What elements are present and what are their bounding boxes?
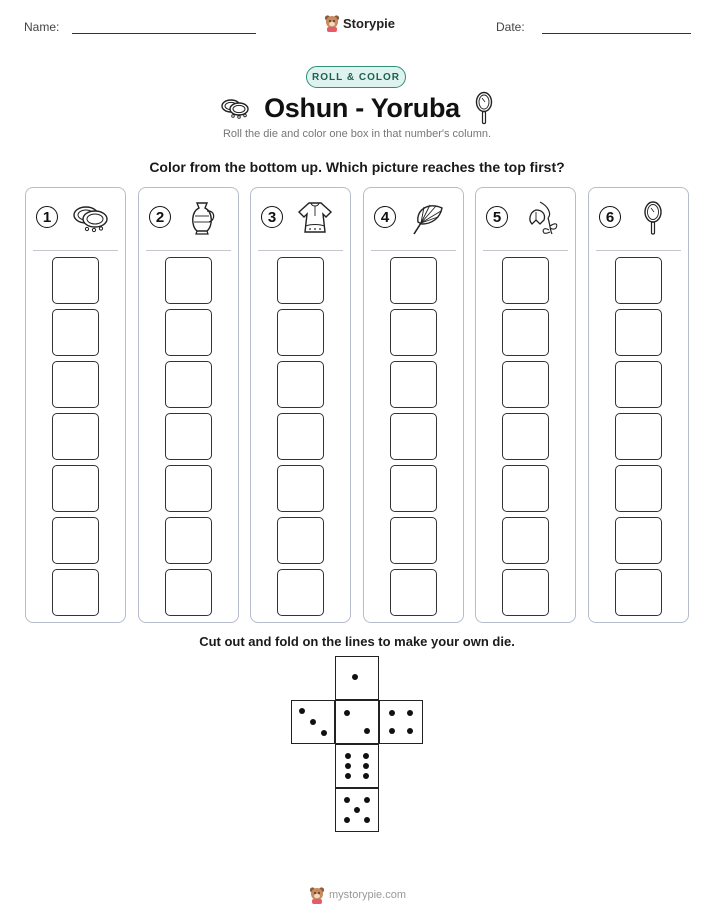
color-box[interactable] — [390, 413, 437, 460]
dress-icon — [295, 200, 335, 236]
color-box[interactable] — [165, 257, 212, 304]
footer-url: mystorypie.com — [329, 889, 407, 901]
pip — [389, 710, 395, 716]
die-face-4[interactable] — [379, 700, 423, 744]
pip — [345, 773, 351, 779]
column-number: 3 — [261, 206, 283, 228]
column-divider — [33, 250, 118, 251]
bear-mascot-icon — [324, 14, 340, 32]
column-number: 5 — [486, 206, 508, 228]
column-header — [589, 200, 688, 240]
footer[interactable] — [309, 884, 406, 906]
color-box[interactable] — [615, 465, 662, 512]
hand-mirror-icon — [474, 91, 494, 125]
column-number: 1 — [36, 206, 58, 228]
hand-fan-icon — [408, 200, 448, 236]
column-number: 2 — [149, 206, 171, 228]
pip — [363, 773, 369, 779]
pip — [407, 710, 413, 716]
column-5 — [475, 187, 576, 623]
flower-icon — [520, 200, 560, 236]
title-row — [0, 90, 714, 126]
pip — [389, 728, 395, 734]
column-header — [139, 200, 238, 240]
pip — [407, 728, 413, 734]
color-box[interactable] — [502, 413, 549, 460]
pip — [364, 728, 370, 734]
color-box[interactable] — [52, 569, 99, 616]
column-header — [251, 200, 350, 240]
die-face-1[interactable] — [335, 656, 379, 700]
column-6 — [588, 187, 689, 623]
color-box[interactable] — [502, 361, 549, 408]
color-box[interactable] — [277, 361, 324, 408]
color-box[interactable] — [277, 413, 324, 460]
pip — [321, 730, 327, 736]
color-box[interactable] — [277, 309, 324, 356]
name-line[interactable] — [72, 33, 256, 34]
pip — [345, 753, 351, 759]
subtitle: Roll the die and color one box in that number's column. — [222, 128, 492, 140]
pip — [344, 710, 350, 716]
color-box[interactable] — [277, 257, 324, 304]
column-number: 6 — [599, 206, 621, 228]
color-box[interactable] — [52, 361, 99, 408]
brand-logo[interactable] — [324, 12, 395, 34]
page-title: Oshun - Yoruba — [264, 92, 460, 123]
pip — [310, 719, 316, 725]
column-4 — [363, 187, 464, 623]
color-box[interactable] — [502, 465, 549, 512]
color-box[interactable] — [52, 517, 99, 564]
color-box[interactable] — [52, 413, 99, 460]
color-box[interactable] — [390, 361, 437, 408]
water-jug-icon — [183, 200, 223, 236]
column-divider — [371, 250, 456, 251]
pip — [363, 753, 369, 759]
pip — [354, 807, 360, 813]
column-1 — [25, 187, 126, 623]
roll-color-badge: ROLL & COLOR — [306, 66, 406, 88]
column-divider — [146, 250, 231, 251]
color-box[interactable] — [390, 257, 437, 304]
pip — [299, 708, 305, 714]
color-box[interactable] — [52, 257, 99, 304]
color-box[interactable] — [615, 569, 662, 616]
color-box[interactable] — [165, 309, 212, 356]
bear-mascot-icon — [309, 886, 325, 904]
color-box[interactable] — [277, 517, 324, 564]
die-face-2[interactable] — [335, 700, 379, 744]
date-line[interactable] — [542, 33, 691, 34]
column-header — [476, 200, 575, 240]
color-box[interactable] — [52, 309, 99, 356]
bangles-icon — [220, 96, 250, 120]
color-box[interactable] — [502, 309, 549, 356]
pip — [345, 763, 351, 769]
column-header — [26, 200, 125, 240]
column-3 — [250, 187, 351, 623]
pip — [364, 797, 370, 803]
die-instruction: Cut out and fold on the lines to make your own die. — [199, 634, 515, 649]
color-box[interactable] — [390, 309, 437, 356]
color-box[interactable] — [615, 257, 662, 304]
brand-name: Storypie — [343, 15, 396, 31]
color-box[interactable] — [390, 517, 437, 564]
column-2 — [138, 187, 239, 623]
color-box[interactable] — [165, 413, 212, 460]
pip — [352, 674, 358, 680]
column-divider — [483, 250, 568, 251]
color-box[interactable] — [615, 413, 662, 460]
color-box[interactable] — [52, 465, 99, 512]
die-face-6[interactable] — [335, 744, 379, 788]
color-box[interactable] — [390, 465, 437, 512]
color-box[interactable] — [277, 465, 324, 512]
color-box[interactable] — [277, 569, 324, 616]
color-box[interactable] — [615, 361, 662, 408]
pip — [344, 797, 350, 803]
color-box[interactable] — [615, 309, 662, 356]
instruction: Color from the bottom up. Which picture reaches the top first? — [149, 159, 565, 175]
pip — [344, 817, 350, 823]
color-box[interactable] — [165, 361, 212, 408]
color-box[interactable] — [390, 569, 437, 616]
column-divider — [258, 250, 343, 251]
color-box[interactable] — [502, 257, 549, 304]
color-box[interactable] — [165, 465, 212, 512]
column-divider — [596, 250, 681, 251]
color-box[interactable] — [615, 517, 662, 564]
column-number: 4 — [374, 206, 396, 228]
bangles-icon — [70, 200, 110, 236]
name-label: Name: — [24, 20, 60, 34]
die-face-5[interactable] — [335, 788, 379, 832]
color-box[interactable] — [502, 569, 549, 616]
color-box[interactable] — [165, 517, 212, 564]
die-face-3[interactable] — [291, 700, 335, 744]
column-header — [364, 200, 463, 240]
color-box[interactable] — [165, 569, 212, 616]
hand-mirror-icon — [633, 200, 673, 236]
pip — [364, 817, 370, 823]
date-label: Date: — [496, 20, 525, 34]
color-box[interactable] — [502, 517, 549, 564]
pip — [363, 763, 369, 769]
